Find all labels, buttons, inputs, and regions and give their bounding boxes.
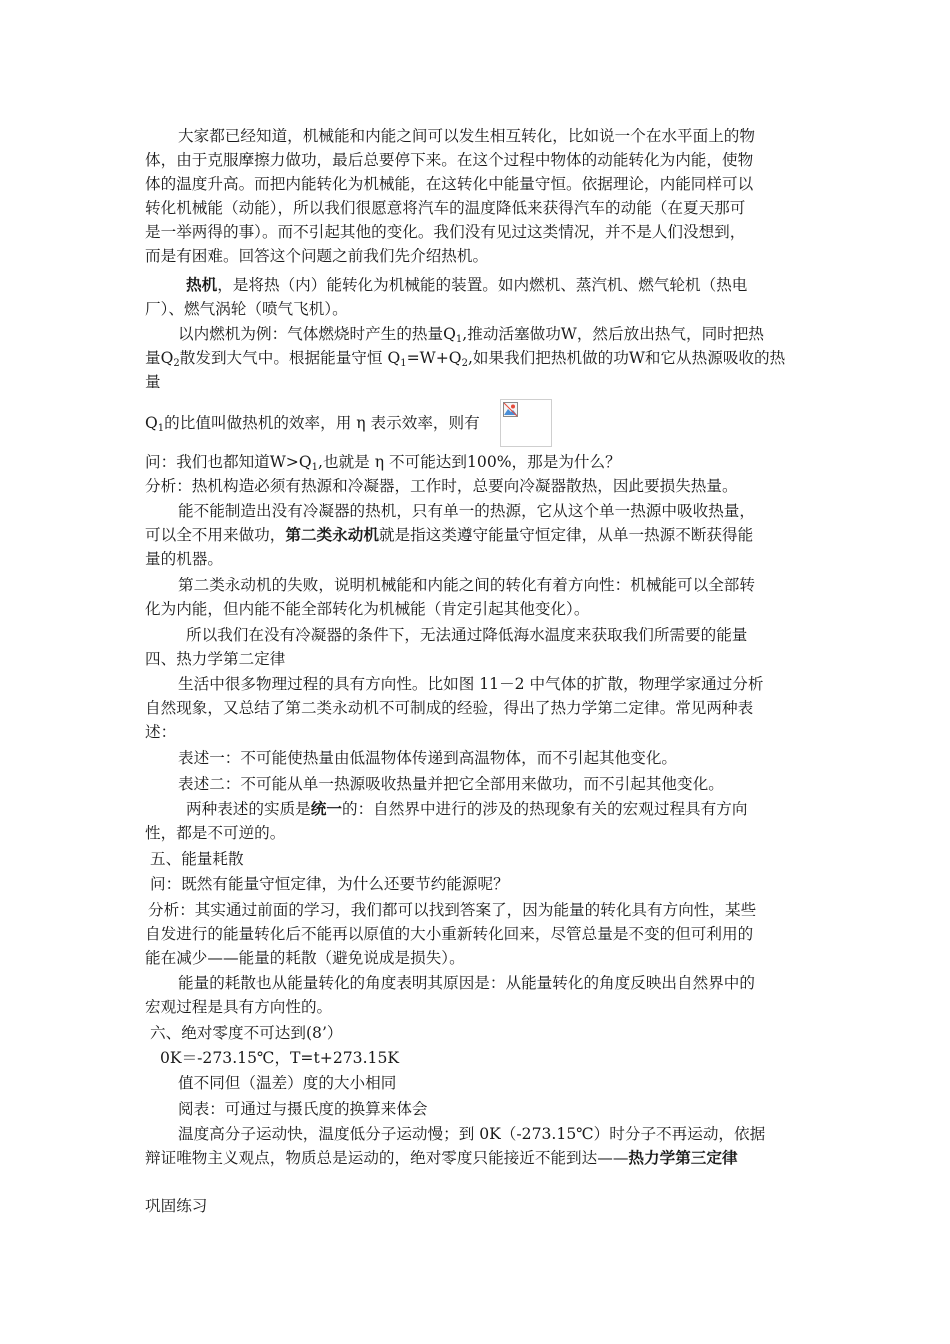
paragraph-line: 自然现象，又总结了第二类永动机不可制成的经验，得出了热力学第二定律。常见两种表 — [145, 699, 754, 717]
broken-image-icon — [503, 402, 518, 417]
question-line: 问：我们也都知道$W>Q_1$,也就是 η 不可能达到100%，那是为什么？ — [145, 453, 621, 473]
example-line: 量$Q_2$散发到大气中。根据能量守恒 $Q_1=W+Q_2$,如果我们把热机做的功W和它从热源吸收的热 — [145, 349, 786, 369]
term-second-kind-perpetual-motion: 第二类永动机 — [285, 525, 379, 544]
section-heading: 四、热力学第二定律 — [145, 650, 286, 668]
question-line: 问：既然有能量守恒定律，为什么还要节约能源呢？ — [150, 875, 509, 893]
term-unity: 统一 — [310, 799, 342, 818]
paragraph-line: 自发进行的能量转化后不能再以原值的大小重新转化回来，尽管总量是不变的但可利用的 — [145, 925, 754, 943]
paragraph-line: 能量的耗散也从能量转化的角度表明其原因是：从能量转化的角度反映出自然界中的 — [178, 974, 755, 992]
paragraph-line: 生活中很多物理过程的具有方向性。比如图 11－2 中气体的扩散，物理学家通过分析 — [178, 675, 764, 693]
paragraph-line: 量的机器。 — [145, 550, 223, 568]
paragraph-line: 大家都已经知道，机械能和内能之间可以发生相互转化，比如说一个在水平面上的物 — [178, 127, 755, 145]
section-heading: 六、绝对零度不可达到(8’） — [150, 1024, 343, 1042]
paragraph-line: 阅表：可通过与摄氏度的换算来体会 — [178, 1100, 428, 1118]
formula-line: 0K＝-273.15℃，T=t+273.15K — [160, 1049, 400, 1067]
term-heat-engine: 热机 — [186, 275, 218, 294]
term-third-law: 热力学第三定律 — [628, 1148, 738, 1167]
perpetual-motion-line: 可以全不用来做功，第二类永动机就是指这类遵守能量守恒定律，从单一热源不断获得能 — [145, 525, 754, 544]
paragraph-line: 性，都是不可逆的。 — [145, 824, 286, 842]
paragraph-line: 值不同但（温差）度的大小相同 — [178, 1074, 397, 1092]
unity-line: 两种表述的实质是统一的：自然界中进行的涉及的热现象有关的宏观过程具有方向 — [186, 799, 748, 818]
third-law-line: 辩证唯物主义观点，物质总是运动的，绝对零度只能接近不能到达——热力学第三定律 — [145, 1148, 738, 1167]
example-line: 量 — [145, 373, 161, 391]
paragraph-line: 述： — [145, 723, 177, 741]
paragraph-line: 体的温度升高。而把内能转化为机械能，在这转化中能量守恒。依据理论，内能同样可以 — [145, 175, 754, 193]
paragraph-line: 是一举两得的事）。而不引起其他的变化。我们没有见过这类情况，并不是人们没想到， — [145, 223, 746, 241]
paragraph-line: 化为内能，但内能不能全部转化为机械能（肯定引起其他变化）。 — [145, 600, 590, 618]
example-line: 以内燃机为例：气体燃烧时产生的热量$Q_1$,推动活塞做功W，然后放出热气，同时把热 — [178, 325, 764, 345]
statement-two: 表述二：不可能从单一热源吸收热量并把它全部用来做功，而不引起其他变化。 — [178, 775, 724, 793]
practice-heading: 巩固练习 — [145, 1197, 208, 1215]
paragraph-line: 体，由于克服摩擦力做功，最后总要停下来。在这个过程中物体的动能转化为内能，使物 — [145, 151, 754, 169]
section-heading: 五、能量耗散 — [150, 850, 244, 868]
paragraph-line: 第二类永动机的失败，说明机械能和内能之间的转化有着方向性：机械能可以全部转 — [178, 576, 755, 594]
paragraph-line: 而是有困难。回答这个问题之前我们先介绍热机。 — [145, 247, 489, 265]
paragraph-line: 温度高分子运动快，温度低分子运动慢；到 0K（-273.15℃）时分子不再运动，依据 — [178, 1125, 766, 1143]
heat-engine-definition: 热机，是将热（内）能转化为机械能的装置。如内燃机、蒸汽机、燃气轮机（热电 — [186, 275, 748, 294]
efficiency-line: $Q_1$的比值叫做热机的效率，用 η 表示效率，则有 — [145, 414, 480, 434]
paragraph-line: 能在减少——能量的耗散（避免说成是损失）。 — [145, 949, 465, 967]
paragraph-line: 宏观过程是具有方向性的。 — [145, 998, 333, 1016]
paragraph-line: 厂）、燃气涡轮（喷气飞机）。 — [145, 300, 348, 318]
paragraph-line: 能不能制造出没有冷凝器的热机，只有单一的热源，它从这个单一热源中吸收热量， — [178, 502, 755, 520]
paragraph-line: 转化机械能（动能），所以我们很愿意将汽车的温度降低来获得汽车的动能（在夏天那可 — [145, 199, 746, 217]
analysis-line: 分析：其实通过前面的学习，我们都可以找到答案了，因为能量的转化具有方向性，某些 — [148, 901, 757, 919]
formula-image — [500, 399, 552, 447]
statement-one: 表述一：不可能使热量由低温物体传递到高温物体，而不引起其他变化。 — [178, 749, 678, 767]
paragraph-line: 所以我们在没有冷凝器的条件下，无法通过降低海水温度来获取我们所需要的能量 — [186, 626, 748, 644]
analysis-line: 分析：热机构造必须有热源和冷凝器，工作时，总要向冷凝器散热，因此要损失热量。 — [145, 477, 738, 495]
